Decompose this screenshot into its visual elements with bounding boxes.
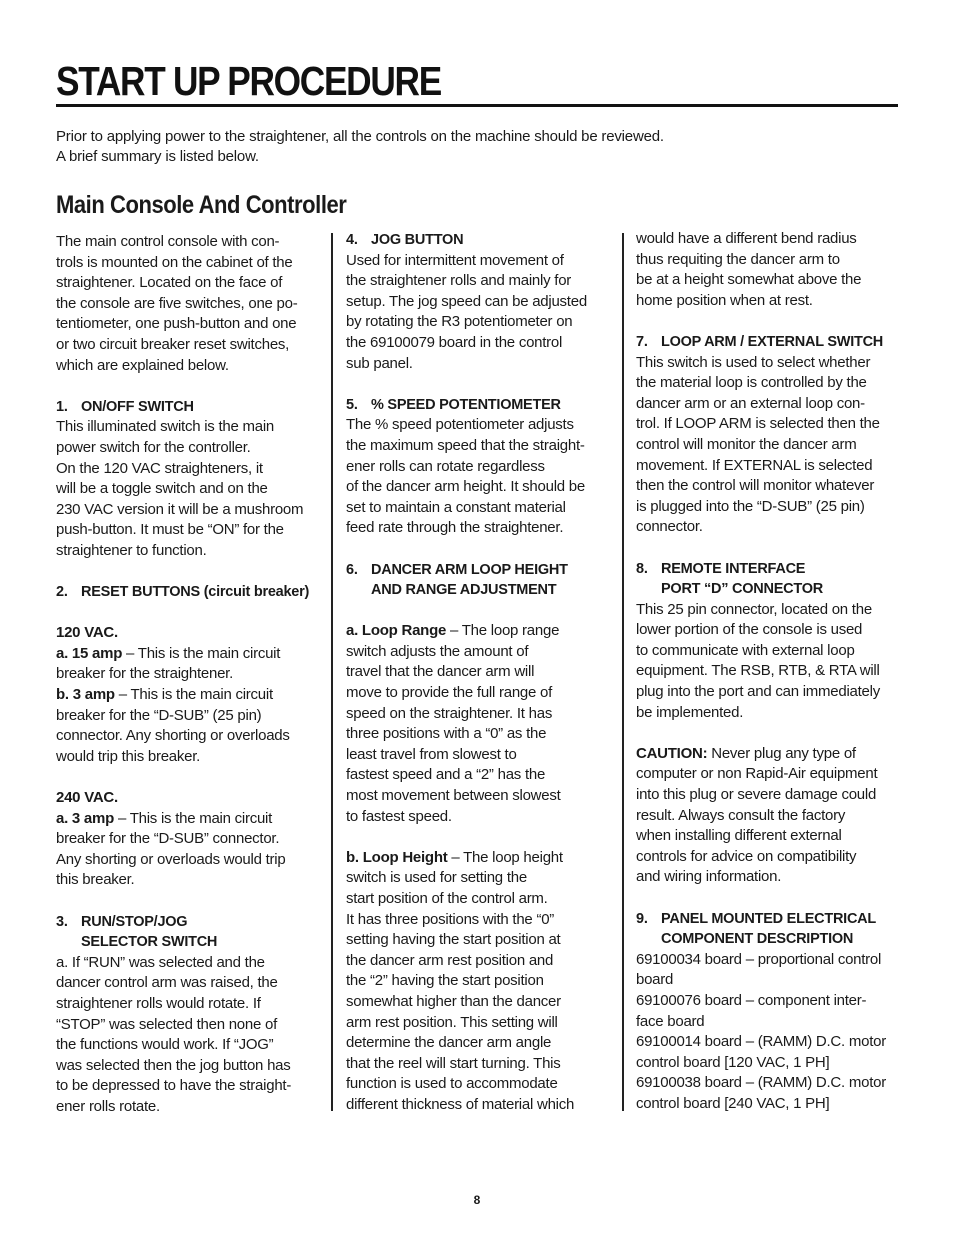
item-title: COMPONENT DESCRIPTION (661, 931, 854, 948)
text-line: somewhat higher than the dancer (346, 992, 561, 1010)
text-line: the “2” having the start position (346, 972, 544, 990)
text-line: 230 VAC version it will be a mushroom (56, 500, 304, 518)
text-line: straightener to function. (56, 541, 207, 559)
item-title: REMOTE INTERFACE (661, 560, 806, 577)
text-line: thus requiting the dancer arm to (636, 250, 840, 268)
heading-run-stop-jog (56, 912, 324, 933)
heading-jog-button (346, 230, 614, 251)
breaker-label: a. 15 amp (56, 644, 123, 662)
text-line: and wiring information. (636, 868, 782, 886)
page-number: 8 (473, 1193, 481, 1207)
text-line: computer or non Rapid-Air equipment (636, 765, 878, 783)
breaker-15amp: a. 15 amp – This is the main circuit (56, 644, 281, 662)
text-line: be implemented. (636, 703, 744, 721)
text-line: breaker for the “D-SUB” (25 pin) (56, 706, 262, 724)
text-line: start position of the control arm. (346, 890, 548, 907)
text-line: the dancer arm rest position and (346, 951, 554, 969)
text-line: would trip this breaker. (56, 747, 201, 765)
item-title: ON/OFF SWITCH (81, 398, 194, 415)
text-line: power switch for the controller. (56, 438, 251, 456)
text-line: breaker for the “D-SUB” connector. (56, 830, 280, 848)
text-line: dancer control arm was raised, the (56, 974, 278, 992)
text-line: feed rate through the straightener. (346, 519, 564, 537)
heading-panel-components (636, 909, 904, 930)
text-line: 69100034 board – proportional control (636, 950, 882, 968)
breaker-3amp: b. 3 amp – This is the main circuit (56, 686, 273, 704)
text-line: result. Always consult the factory (636, 806, 846, 824)
heading-loop-arm-external (636, 332, 904, 353)
item-title: RESET BUTTONS (circuit breaker) (81, 584, 310, 601)
text-line: connector. Any shorting or overloads (56, 727, 290, 745)
text-line: or two circuit breaker reset switches, (56, 335, 290, 353)
text-line: trols is mounted on the cabinet of the (56, 253, 293, 271)
jog-button-description (346, 251, 614, 375)
loop-range-label: a. Loop Range (346, 622, 447, 640)
text-line: speed on the straightener. It has (346, 704, 553, 722)
caution-description (636, 764, 904, 888)
text-line: the 69100079 board in the control (346, 333, 563, 351)
loop-arm-description (636, 353, 904, 538)
voltage-240-label: 240 VAC. (56, 789, 118, 807)
intro-line: Prior to applying power to the straightener, all the controls on the machine should be reviewed. (56, 128, 664, 145)
intro-line: A brief summary is listed below. (56, 148, 259, 165)
item-title: % SPEED POTENTIOMETER (371, 396, 561, 413)
text-line: setting having the start position at (346, 931, 561, 949)
text-line: equipment. The RSB, RTB, & RTA will (636, 662, 880, 680)
breaker-label: a. 3 amp (56, 809, 115, 827)
text-line: move to provide the full range of (346, 684, 553, 702)
text-line: different thickness of material which (346, 1095, 575, 1113)
run-stop-jog-description (56, 953, 324, 1118)
loop-range: a. Loop Range – The loop range (346, 622, 560, 640)
text-line: a. If “RUN” was selected and the (56, 953, 265, 971)
text-line: board (636, 971, 674, 989)
text-line: by rotating the R3 potentiometer on (346, 313, 573, 331)
item-number: 2. (56, 584, 68, 601)
item-number: 5. (346, 396, 358, 413)
text-line: into this plug or severe damage could (636, 786, 877, 804)
item-title: RUN/STOP/JOG (81, 913, 188, 930)
text-line: control will monitor the dancer arm (636, 435, 857, 453)
text-line: then the control will monitor whatever (636, 477, 875, 495)
column-2 (346, 230, 614, 1116)
breaker-label: b. 3 amp (56, 686, 115, 704)
text-line: push-button. It must be “ON” for the (56, 521, 284, 539)
loop-height-continued (636, 229, 904, 311)
heading-remote-interface (636, 559, 904, 580)
speed-potentiometer-description (346, 415, 614, 539)
loop-height-description (346, 868, 614, 1115)
text-line: was selected then the jog button has (56, 1056, 291, 1074)
text-line: which are explained below. (56, 356, 229, 374)
text-line: switch is used for setting the (346, 869, 527, 887)
item-number: 9. (636, 910, 648, 927)
text-line: control board [120 VAC, 1 PH] (636, 1053, 830, 1071)
text-line: would have a different bend radius (636, 230, 857, 247)
text-line: to communicate with external loop (636, 641, 855, 659)
text-line: the functions would work. If “JOG” (56, 1036, 274, 1054)
item-number: 8. (636, 560, 648, 577)
text-line: straightener. Located on the face of (56, 274, 283, 292)
heading-speed-potentiometer (346, 395, 614, 416)
heading-run-stop-jog-line2 (56, 932, 324, 953)
item-title: SELECTOR SWITCH (81, 934, 218, 951)
text-line: function is used to accommodate (346, 1075, 558, 1093)
loop-height-label: b. Loop Height (346, 848, 448, 866)
item-title: JOG BUTTON (371, 232, 464, 248)
text-line: ener rolls rotate. (56, 1097, 160, 1115)
breaker-text: breaker for the straightener. (56, 665, 234, 683)
text-line: is plugged into the “D-SUB” (25 pin) (636, 497, 865, 515)
text-line: when installing different external (636, 827, 842, 845)
heading-dancer-arm (346, 560, 614, 581)
text-line: movement. If EXTERNAL is selected (636, 456, 873, 474)
caution-note: CAUTION: Never plug any type of (636, 744, 856, 762)
heading-remote-interface-line2 (636, 579, 904, 600)
text-line: least travel from slowest to (346, 745, 517, 763)
text-line: sub panel. (346, 354, 413, 372)
text-line: of the dancer arm height. It should be (346, 478, 585, 496)
text-line: setup. The jog speed can be adjusted (346, 292, 587, 310)
text-line: lower portion of the console is used (636, 621, 863, 639)
caution-label: CAUTION: (636, 744, 708, 762)
breaker-3amp-240-text (56, 829, 324, 891)
item-title: PANEL MOUNTED ELECTRICAL (661, 910, 876, 927)
text-line: “STOP” was selected then none of (56, 1015, 278, 1033)
item-number: 4. (346, 232, 358, 248)
item-title: PORT “D” CONNECTOR (661, 581, 823, 598)
breaker-3amp-240: a. 3 amp – This is the main circuit (56, 809, 273, 827)
column-3 (636, 229, 904, 1115)
text-line: three positions with a “0” as the (346, 725, 547, 743)
text-line: The main control console with con- (56, 233, 280, 250)
loop-range-description (346, 642, 614, 827)
text-line: determine the dancer arm angle (346, 1034, 552, 1052)
item-title: LOOP ARM / EXTERNAL SWITCH (661, 333, 884, 350)
text-line: this breaker. (56, 871, 135, 889)
item-number: 1. (56, 398, 68, 415)
text-line: Used for intermittent movement of (346, 251, 564, 269)
heading-reset-buttons (56, 582, 324, 603)
text-line: controls for advice on compatibility (636, 847, 857, 865)
text-line: fastest speed and a “2” has the (346, 766, 546, 784)
text-line: connector. (636, 518, 703, 536)
text-line: This switch is used to select whether (636, 353, 871, 371)
heading-dancer-arm-line2 (346, 580, 614, 601)
text-line: ener rolls can rotate regardless (346, 457, 545, 475)
text-line: This illuminated switch is the main (56, 418, 275, 436)
remote-interface-description (636, 600, 904, 724)
text-line: On the 120 VAC straighteners, it (56, 459, 263, 477)
text-line: be at a height somewhat above the (636, 271, 862, 289)
text-line: straightener rolls would rotate. If (56, 994, 261, 1012)
text-line: It has three positions with the “0” (346, 910, 555, 928)
text-line: switch adjusts the amount of (346, 642, 529, 660)
text-line: plug into the port and can immediately (636, 683, 880, 701)
heading-panel-components-line2 (636, 929, 904, 950)
voltage-120-label: 120 VAC. (56, 624, 118, 642)
item-title: DANCER ARM LOOP HEIGHT (371, 561, 568, 578)
text-line: the maximum speed that the straight- (346, 436, 585, 454)
text-line: This 25 pin connector, located on the (636, 600, 872, 618)
text-line: to be depressed to have the straight- (56, 1077, 292, 1095)
item-number: 6. (346, 561, 358, 578)
panel-components-list (636, 950, 904, 1115)
text-line: most movement between slowest (346, 787, 561, 805)
page-title: START UP PROCEDURE (56, 58, 441, 104)
column-1 (56, 232, 324, 1118)
title-rule (56, 104, 898, 107)
text-line: The % speed potentiometer adjusts (346, 416, 574, 434)
text-line: that the reel will start turning. This (346, 1054, 561, 1072)
text-line: to fastest speed. (346, 807, 452, 825)
text-line: the straightener rolls and mainly for (346, 272, 572, 290)
text-line: set to maintain a constant material (346, 498, 566, 516)
column-divider (622, 233, 624, 1111)
loop-height: b. Loop Height – The loop height (346, 848, 563, 866)
item-number: 7. (636, 333, 648, 350)
text-line: control board [240 VAC, 1 PH] (636, 1094, 830, 1112)
heading-on-off-switch (56, 397, 324, 418)
intro-paragraph (56, 127, 876, 167)
on-off-description (56, 417, 324, 561)
text-line: 69100038 board – (RAMM) D.C. motor (636, 1074, 886, 1092)
breaker-3amp-text (56, 706, 324, 768)
item-number: 3. (56, 913, 68, 930)
text-line: dancer arm or an external loop con- (636, 394, 865, 412)
text-line: trol. If LOOP ARM is selected then the (636, 415, 880, 433)
text-line: 69100076 board – component inter- (636, 991, 867, 1009)
text-line: arm rest position. This setting will (346, 1013, 558, 1031)
text-line: the console are five switches, one po- (56, 294, 298, 312)
text-line: face board (636, 1012, 705, 1030)
console-intro (56, 232, 324, 376)
text-line: travel that the dancer arm will (346, 663, 535, 681)
text-line: the material loop is controlled by the (636, 374, 867, 392)
section-heading: Main Console And Controller (56, 191, 347, 219)
text-line: Any shorting or overloads would trip (56, 850, 286, 868)
text-line: will be a toggle switch and on the (56, 480, 268, 498)
text-line: 69100014 board – (RAMM) D.C. motor (636, 1033, 886, 1051)
text-line: tentiometer, one push-button and one (56, 315, 297, 333)
column-divider (331, 233, 333, 1111)
item-title: AND RANGE ADJUSTMENT (371, 582, 557, 599)
text-line: home position when at rest. (636, 291, 813, 309)
